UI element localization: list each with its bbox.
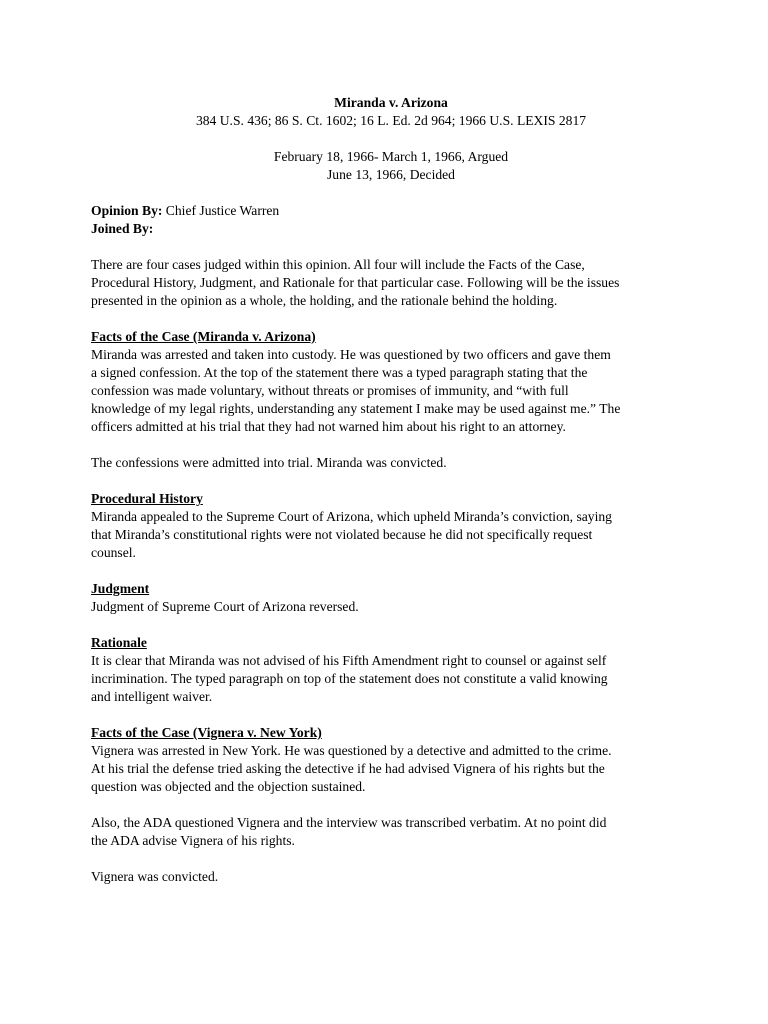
intro-paragraph bbox=[91, 256, 691, 310]
text-line: counsel. bbox=[91, 545, 136, 560]
spacer bbox=[91, 562, 691, 580]
text-line: Vignera was arrested in New York. He was questioned by a detective and admitted to the crime. bbox=[91, 743, 612, 758]
facts-vignera-paragraph bbox=[91, 742, 691, 796]
spacer bbox=[91, 238, 691, 256]
procedural-history-paragraph bbox=[91, 508, 691, 562]
section-heading-procedural-history: Procedural History bbox=[91, 491, 203, 506]
section-heading-rationale: Rationale bbox=[91, 635, 147, 650]
facts-miranda-paragraph-2 bbox=[91, 454, 691, 472]
spacer bbox=[91, 472, 691, 490]
text-line: presented in the opinion as a whole, the holding, and the rationale behind the holding. bbox=[91, 293, 558, 308]
text-line: the ADA advise Vignera of his rights. bbox=[91, 833, 295, 848]
section-heading-facts-vignera: Facts of the Case (Vignera v. New York) bbox=[91, 725, 322, 740]
spacer bbox=[91, 706, 691, 724]
text-line: question was objected and the objection sustained. bbox=[91, 779, 366, 794]
joined-by-line bbox=[91, 220, 691, 238]
opinion-by-value: Chief Justice Warren bbox=[162, 203, 280, 218]
text-line: incrimination. The typed paragraph on top of the statement does not constitute a valid knowing bbox=[91, 671, 608, 686]
text-line: It is clear that Miranda was not advised of his Fifth Amendment right to counsel or against self bbox=[91, 653, 607, 668]
text-line: Vignera was convicted. bbox=[91, 869, 219, 884]
text-line: Judgment of Supreme Court of Arizona reversed. bbox=[91, 599, 359, 614]
text-line: Miranda appealed to the Supreme Court of Arizona, which upheld Miranda’s conviction, saying bbox=[91, 509, 612, 524]
spacer bbox=[91, 130, 691, 148]
case-title: Miranda v. Arizona bbox=[334, 95, 448, 110]
facts-vignera-paragraph-3 bbox=[91, 868, 691, 886]
opinion-by-line bbox=[91, 202, 691, 220]
text-line: The confessions were admitted into trial. Miranda was convicted. bbox=[91, 455, 447, 470]
text-line: knowledge of my legal rights, understanding any statement I make may be used against me.” The bbox=[91, 401, 621, 416]
text-line: confession was made voluntary, without threats or promises of immunity, and “with full bbox=[91, 383, 569, 398]
text-line: There are four cases judged within this opinion. All four will include the Facts of the Case, bbox=[91, 257, 585, 272]
decided-date: June 13, 1966, Decided bbox=[327, 167, 455, 182]
opinion-by-label: Opinion By: bbox=[91, 203, 163, 218]
spacer bbox=[91, 184, 691, 202]
judgment-paragraph bbox=[91, 598, 691, 616]
text-line: Miranda was arrested and taken into custody. He was questioned by two officers and gave them bbox=[91, 347, 611, 362]
section-heading-judgment: Judgment bbox=[91, 581, 150, 596]
facts-vignera-paragraph-2 bbox=[91, 814, 691, 850]
facts-miranda-paragraph bbox=[91, 346, 691, 436]
document-page bbox=[91, 94, 691, 886]
argued-date: February 18, 1966- March 1, 1966, Argued bbox=[273, 149, 509, 164]
spacer bbox=[91, 850, 691, 868]
rationale-paragraph bbox=[91, 652, 691, 706]
spacer bbox=[91, 616, 691, 634]
text-line: and intelligent waiver. bbox=[91, 689, 213, 704]
joined-by-label: Joined By: bbox=[91, 221, 154, 236]
spacer bbox=[91, 310, 691, 328]
text-line: officers admitted at his trial that they had not warned him about his right to an attorney. bbox=[91, 419, 566, 434]
section-heading-facts-miranda: Facts of the Case (Miranda v. Arizona) bbox=[91, 329, 316, 344]
text-line: a signed confession. At the top of the statement there was a typed paragraph stating that the bbox=[91, 365, 588, 380]
text-line: that Miranda’s constitutional rights were not violated because he did not specifically request bbox=[91, 527, 593, 542]
case-citation: 384 U.S. 436; 86 S. Ct. 1602; 16 L. Ed. 2d 964; 1966 U.S. LEXIS 2817 bbox=[195, 113, 587, 128]
spacer bbox=[91, 436, 691, 454]
text-line: Procedural History, Judgment, and Rationale for that particular case. Following will be the issues bbox=[91, 275, 620, 290]
text-line: Also, the ADA questioned Vignera and the interview was transcribed verbatim. At no point did bbox=[91, 815, 607, 830]
spacer bbox=[91, 796, 691, 814]
text-line: At his trial the defense tried asking the detective if he had advised Vignera of his rights but the bbox=[91, 761, 605, 776]
